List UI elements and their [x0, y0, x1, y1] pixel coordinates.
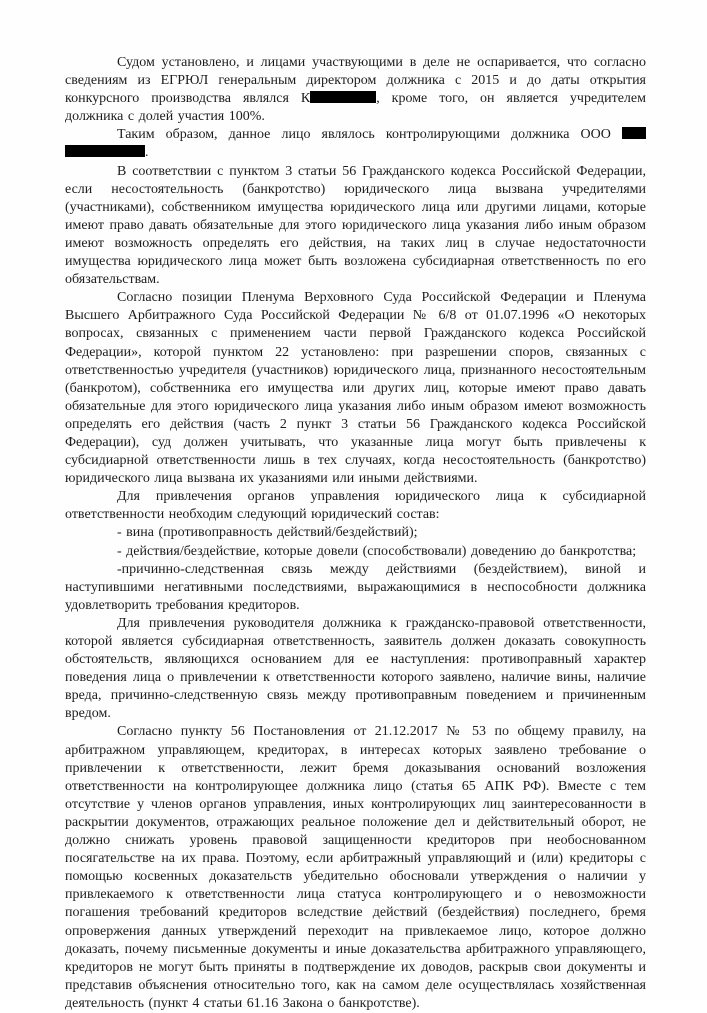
redaction-bar — [622, 127, 646, 139]
paragraph-court-findings: Судом установлено, и лицами участвующими в деле не оспаривается, что согласно сведениям из ЕГРЮЛ генеральным директором должника с 2015 и до даты открытия конкурсного производства являлся К , кроме того, он является учредителем должника с долей участия 100%. — [65, 55, 646, 125]
list-item-guilt: - вина (противоправность действий/бездействий); — [117, 525, 418, 541]
paragraph-legal-elements-intro: Для привлечения органов управления юридического лица к субсидиарной ответственности необходим следующий юридический состав: — [65, 489, 646, 523]
redaction-bar — [65, 145, 145, 157]
list-item-actions: - действия/бездействие, которые довели (способствовали) доведению до банкротства; — [117, 543, 637, 559]
paragraph-controlling-person: Таким образом, данное лицо являлось контролирующими должника ООО . — [65, 126, 646, 162]
redaction-bar — [310, 91, 376, 103]
paragraph-burden-of-proof-intro: Для привлечения руководителя должника к гражданско-правовой ответственности, которой является субсидиарная ответственность, заявитель должен доказать совокупность обстоятельств, являющихся основанием для ее наступления: противоправный характер поведения лица о привлечении к ответственности которого заявлено, наличие вины, наличие вреда, причинно-следственную связь между противоправным поведением и причиненным вредом. — [65, 615, 646, 722]
paragraph-resolution-53-point-56: Согласно пункту 56 Постановления от 21.12.2017 № 53 по общему правилу, на арбитражном управляющем, кредиторах, в интересах которых заявлено требование о привлечении к ответственности, лежит бремя доказывания оснований возложения ответственности на контролирующее должника лицо (статья 65 АПК РФ). Вместе с тем отсутствие у членов органов управления, иных контролирующих лиц заинтересованности в раскрытии документов, отражающих реальное положение дел и действительный оборот, не должно снижать уровень правовой защищенности кредиторов при необоснованном посягательстве на их права. Поэтому, если арбитражный управляющий и (или) кредиторы с помощью косвенных доказательств убедительно обосновали утверждения о наличии у привлекаемого к ответственности лица статуса контролирующего и о невозможности погашения требований кредиторов вследствие действий (бездействия) последнего, бремя опровержения данных утверждений переходит на привлекаемое лицо, которое должно доказать, почему письменные документы и иные доказательства арбитражного управляющего, кредиторов не могут быть приняты в подтверждение их доводов, раскрыв свои документы и представив объяснения относительно того, как на самом деле осуществлялась хозяйственная деятельность (пункт 4 статьи 61.16 Закона о банкротстве). — [65, 724, 646, 1011]
document-body — [65, 54, 646, 1013]
paragraph-civil-code-article-56: В соответствии с пунктом 3 статьи 56 Гражданского кодекса Российской Федерации, если несостоятельность (банкротство) юридического лица вызвана учредителями (участниками), собственником имущества юридического лица или другими лицами, которые имеют право давать обязательные для этого юридического лица указания либо иным образом имеют возможность определять его действия, на таких лиц в случае недостаточности имущества юридического лица может быть возложена субсидиарная ответственность по его обязательствам. — [65, 163, 646, 288]
list-item-causation: -причинно-следственная связь между действиями (бездействием), виной и наступившими негативными последствиями, выражающимися в неспособности должника удовлетворить требования кредиторов. — [65, 561, 646, 613]
paragraph-plenum-position: Согласно позиции Пленума Верховного Суда Российской Федерации и Пленума Высшего Арбитражного Суда Российской Федерации № 6/8 от 01.07.1996 «О некоторых вопросах, связанных с применением части первой Гражданского кодекса Российской Федерации», которой пунктом 22 установлено: при разрешении споров, связанных с ответственностью учредителя (участников) юридического лица, признанного несостоятельным (банкротом), собственника его имущества или других лиц, которые имеют право давать обязательные для этого юридического лица указания либо иным образом имеют возможность определять его действия (часть 2 пункт 3 статьи 56 Гражданского кодекса Российской Федерации), суд должен учитывать, что указанные лица могут быть привлечены к субсидиарной ответственности лишь в тех случаях, когда несостоятельность (банкротство) юридического лица вызвана их указаниями или иными действиями. — [65, 290, 646, 487]
